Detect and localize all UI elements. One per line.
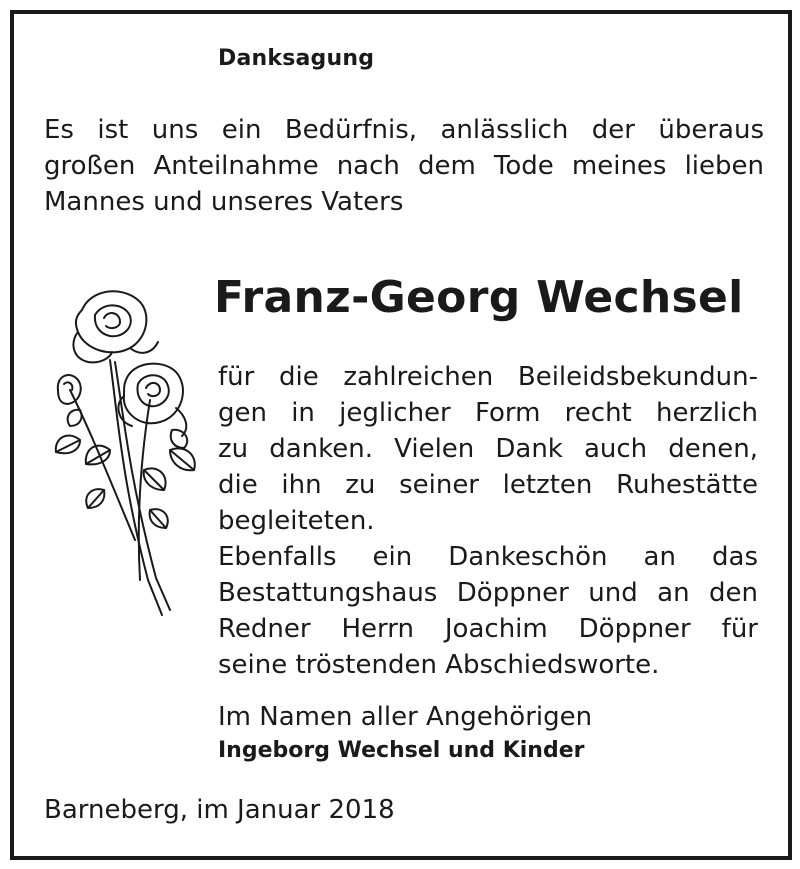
intro-line: Mannes und unseres Vaters <box>44 187 404 217</box>
place-date: Barneberg, im Januar 2018 <box>44 795 395 825</box>
body-line: die ihn zu seiner letzten Ruhestätte <box>218 470 758 500</box>
intro-line: Es ist uns ein Bedürfnis, anlässlich der überaus <box>44 115 764 145</box>
signer-name: Ingeborg Wechsel und Kinder <box>218 738 585 763</box>
body-line: Redner Herrn Joachim Döppner für <box>218 614 758 644</box>
notice-frame <box>10 10 792 860</box>
body-line: gen in jeglicher Form recht herzlich <box>218 398 758 428</box>
roses-illustration <box>40 280 200 625</box>
body-line: zu danken. Vielen Dank auch denen, <box>218 434 758 464</box>
behalf-line: Im Namen aller Angehörigen <box>218 702 593 732</box>
body-line: Ebenfalls ein Dankeschön an das <box>218 542 758 572</box>
body-line: für die zahlreichen Beileidsbekundun- <box>218 362 758 392</box>
intro-paragraph <box>44 112 764 220</box>
body-line: Bestattungshaus Döppner und an den <box>218 578 758 608</box>
body-line: begleiteten. <box>218 506 375 536</box>
deceased-name: Franz-Georg Wechsel <box>214 272 744 323</box>
body-line: seine tröstenden Abschiedsworte. <box>218 650 660 680</box>
intro-line: großen Anteilnahme nach dem Tode meines lieben <box>44 151 764 181</box>
body-paragraph <box>218 359 758 683</box>
notice-heading: Danksagung <box>218 46 375 71</box>
